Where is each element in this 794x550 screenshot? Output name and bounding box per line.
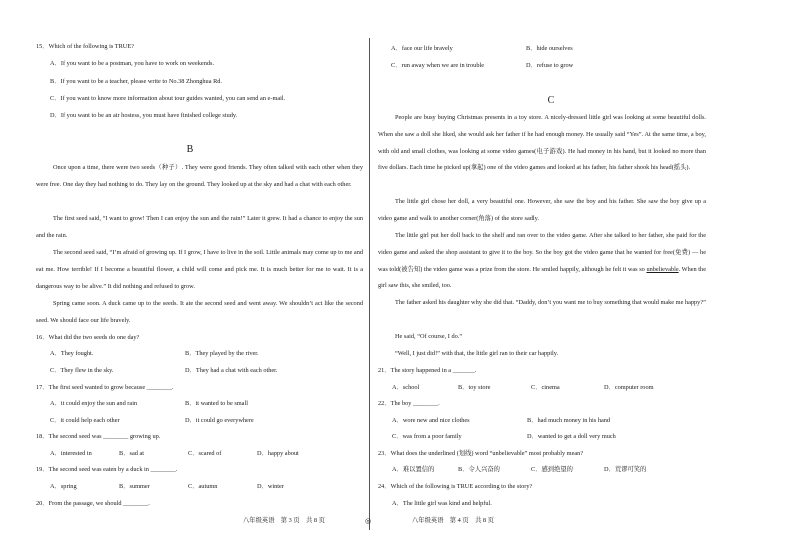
passage-c-paragraph-2: The little girl chose her doll, a very beautiful one. However, she saw the boy and his father. She saw the boy give up a video game and walk to another corner(角落) of the store sadly. xyxy=(378,198,706,222)
q20-option-c: C．run away when we are in trouble xyxy=(391,62,485,69)
q21-option-d: D．computer room xyxy=(604,384,654,391)
passage-c-paragraph-3-start: The little girl put her doll back to the shelf and ran over to the video game. After she talked to her father, she paid for the video game and asked the shop assistant to give it to the boy. So the boy got the video game that he wanted for free(免费) — he was told(被告知) the video game was a prize from the store. He smiled happily, although he felt it was so xyxy=(378,232,706,273)
q18-option-a: A．interested in xyxy=(50,450,92,457)
passage-c-paragraph-4: The father asked his daughter why she did that. “Daddy, don’t you want me to buy something that would make me happy?” xyxy=(395,299,706,306)
q20-option-a: A．face our life bravely xyxy=(391,45,453,52)
q18-option-b: B．sad at xyxy=(119,450,145,457)
q20-option-d: D．refuse to grow xyxy=(526,62,574,69)
q15-stem: 15．Which of the following is TRUE? xyxy=(36,43,134,50)
passage-b-paragraph-1: Once upon a time, there were two seeds（种子）. They were good friends. They often talked with each other when they were free. One day they had nothing to do. They lay on the ground. They looked up at the sky and had a chat with each other. xyxy=(36,164,363,188)
q22-stem: 22．The boy ________. xyxy=(378,400,440,407)
q16-option-c: C．They flew in the sky. xyxy=(50,367,114,374)
q20-stem: 20．From the passage, we should ________. xyxy=(36,500,150,507)
q18-option-d: D．happy about xyxy=(257,450,299,457)
q15-option-d: D．If you want to be an air hostess, you must have finished college study. xyxy=(50,112,238,119)
footer-right-page-number: 八年级英语 第 4 页 共 8 页 xyxy=(412,517,494,524)
q22-option-c: C．was from a poor family xyxy=(392,433,462,440)
q17-option-c: C．it could help each other xyxy=(50,417,120,424)
q18-option-c: C．scared of xyxy=(188,450,222,457)
column-divider xyxy=(369,38,370,530)
q23-stem: 23．What does the underlined (划线) word “unbelievable” most probably mean? xyxy=(378,450,584,457)
passage-b-paragraph-3: The second seed said, “I’m afraid of growing up. If I grow, I have to live in the soil. Little animals may come up to me and eat me. How terrible! If I become a beautiful flower, a child will come and pick me. It is much better for me to wait. It is a dangerous way to be alive.” It did nothing and refused to grow. xyxy=(36,249,363,290)
underlined-word: unbelievable xyxy=(646,265,679,273)
q22-option-d: D．wanted to get a doll very much xyxy=(527,433,616,440)
q17-stem: 17．The first seed wanted to grow because ________. xyxy=(36,384,174,391)
section-c-heading: C xyxy=(547,95,555,106)
q17-option-d: D．it could go everywhere xyxy=(185,417,254,424)
q15-option-b: B．If you want to be a teacher, please write to No.38 Zhonghua Rd. xyxy=(50,78,222,85)
q19-option-c: C．autumn xyxy=(188,483,218,490)
q23-option-a: A．难以置信的 xyxy=(392,466,435,473)
passage-c-paragraph-5: He said, “Of course, I do.” xyxy=(395,333,463,340)
q19-stem: 19．The second seed was eaten by a duck in ________. xyxy=(36,466,178,473)
passage-c-paragraph-3 xyxy=(378,228,706,295)
footer-center-icon: ◎ xyxy=(365,517,372,525)
q23-option-d: D．荒谬可笑的 xyxy=(604,466,647,473)
q15-option-c: C．If you want to know more information about tour guides wanted, you can send an e-mail. xyxy=(50,95,286,102)
q24-stem: 24．Which of the following is TRUE according to the story? xyxy=(378,483,533,490)
q17-option-a: A．it could enjoy the sun and rain xyxy=(50,400,138,407)
q24-option-a: A．The little girl was kind and helpful. xyxy=(392,500,492,507)
q22-option-b: B．had much money in his hand xyxy=(527,417,611,424)
q15-option-a: A．If you want to be a postman, you have to work on weekends. xyxy=(50,60,215,67)
q17-option-b: B．it wanted to be small xyxy=(185,400,248,407)
q16-option-d: D．They had a chat with each other. xyxy=(185,367,278,374)
q19-option-d: D．winter xyxy=(257,483,284,490)
passage-c-paragraph-3-end: . When the girl saw this, she smiled, too. xyxy=(378,265,706,290)
q19-option-a: A．spring xyxy=(50,483,77,490)
passage-b-paragraph-4: Spring came soon. A duck came up to the seeds. It ate the second seed and went away. We shouldn’t act like the second seed. We should face our life bravely. xyxy=(36,300,363,324)
section-b-heading: B xyxy=(186,144,194,155)
q23-option-b: B．令人兴奋的 xyxy=(458,466,500,473)
q23-option-c: C．感到绝望的 xyxy=(531,466,573,473)
q16-option-b: B．They played by the river. xyxy=(185,350,259,357)
passage-c-paragraph-6: “Well, I just did!” with that, the little girl ran to their car happily. xyxy=(395,350,559,357)
q18-stem: 18．The second seed was ________ growing up. xyxy=(36,433,161,440)
q21-option-c: C．cinema xyxy=(531,384,560,391)
passage-b-paragraph-2: The first seed said, “I want to grow! Then I can enjoy the sun and the rain!” Later it grew. It had a chance to enjoy the sun and the rain. xyxy=(36,215,363,239)
q22-option-a: A．wore new and nice clothes xyxy=(392,417,470,424)
q19-option-b: B．summer xyxy=(119,483,150,490)
footer-left-page-number: 八年级英语 第 3 页 共 8 页 xyxy=(243,517,325,524)
passage-c-paragraph-1: People are busy buying Christmas presents in a toy store. A nicely-dressed little girl was looking at some beautiful dolls. When she saw a doll she liked, she would ask her father if he had enough money. He usually said “Yes”. At the same time, a boy, with old and small clothes, was looking at some video games(电子游戏). He had money in his hand, but it looked no more than five dollars. Each time he picked up(拿起) one of the video games and looked at his father, his father shook his head(摇头). xyxy=(378,114,706,172)
q16-stem: 16．What did the two seeds do one day? xyxy=(36,334,140,341)
q21-stem: 21．The story happened in a _______. xyxy=(378,367,477,374)
q21-option-b: B．toy store xyxy=(458,384,491,391)
q16-option-a: A．They fought. xyxy=(50,350,94,357)
q21-option-a: A．school xyxy=(392,384,420,391)
q20-option-b: B．hide ourselves xyxy=(526,45,573,52)
